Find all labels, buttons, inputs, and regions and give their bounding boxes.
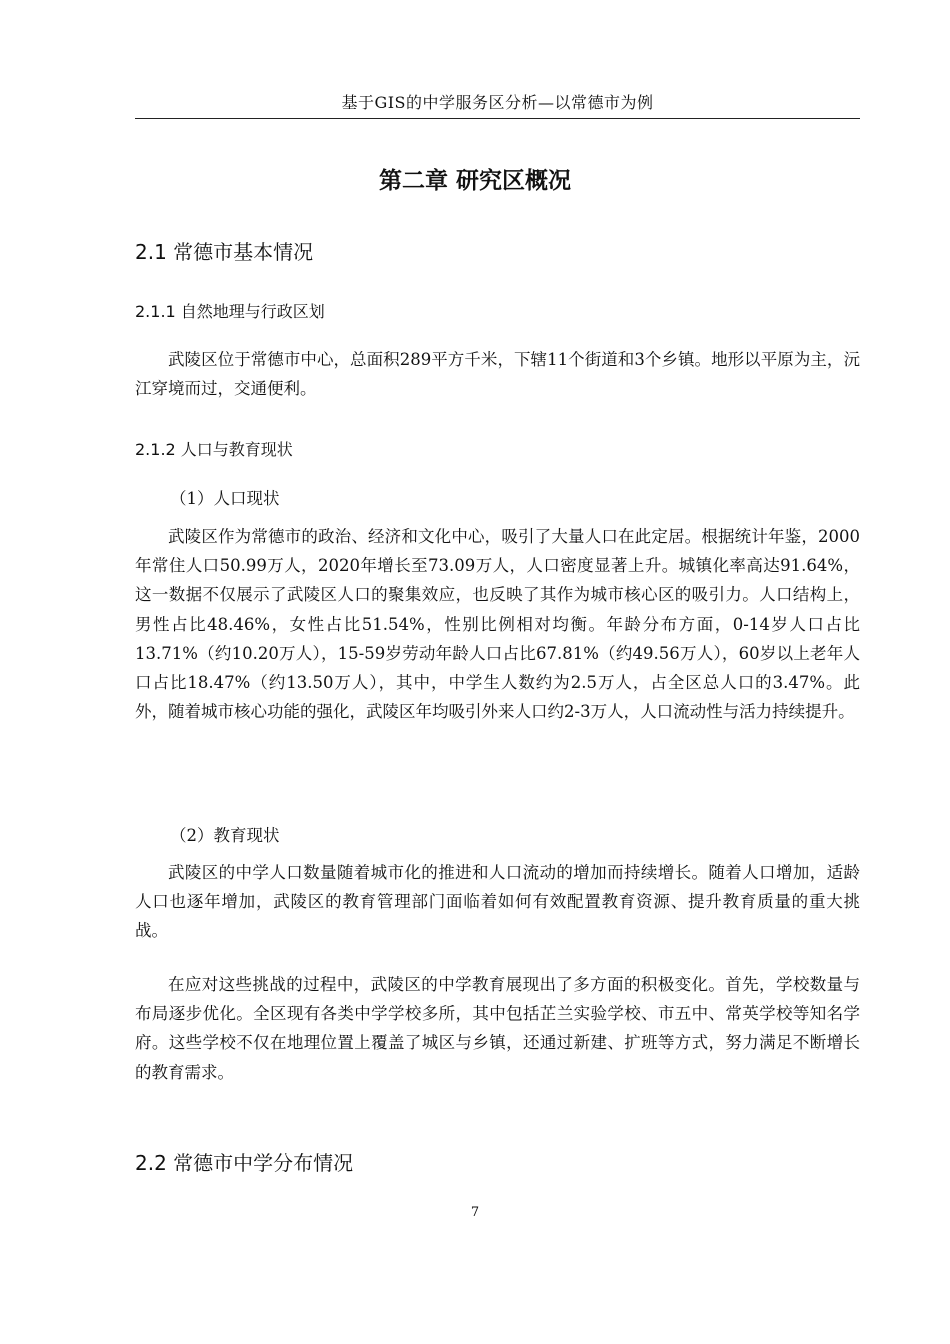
paragraph-population: 武陵区作为常德市的政治、经济和文化中心，吸引了大量人口在此定居。根据统计年鉴，2000年常住人口50.99万人，2020年增长至73.09万人，人口密度显著上升。城镇化率高达91.64%，这一数据不仅展示了武陵区人口的聚集效应，也反映了其作为城市核心区的吸引力。人口结构上，男性占比48.46%，女性占比51.54%，性别比例相对均衡。年龄分布方面，0-14岁人口占比13.71%（约10.20万人），15-59岁劳动年龄人口占比67.81%（约49.56万人），60岁以上老年人口占比18.47%（约13.50万人），其中，中学生人数约为2.5万人，占全区总人口的3.47%。此外，随着城市核心功能的强化，武陵区年均吸引外来人口约2-3万人，人口流动性与活力持续提升。 <box>135 527 860 722</box>
subheading-population: （1）人口现状 <box>170 489 280 508</box>
chapter-title: 第二章 研究区概况 <box>378 168 571 194</box>
section-heading-2-1-1: 2.1.1 自然地理与行政区划 <box>135 302 325 321</box>
running-header: 基于GIS的中学服务区分析—以常德市为例 <box>135 88 860 119</box>
page-number: 7 <box>470 1205 480 1220</box>
paragraph-education-2: 在应对这些挑战的过程中，武陵区的中学教育展现出了多方面的积极变化。首先，学校数量与布局逐步优化。全区现有各类中学学校多所，其中包括芷兰实验学校、市五中、常英学校等知名学府。这些学校不仅在地理位置上覆盖了城区与乡镇，还通过新建、扩班等方式，努力满足不断增长的教育需求。 <box>135 975 860 1082</box>
subheading-education: （2）教育现状 <box>170 826 280 845</box>
paragraph-education-1: 武陵区的中学人口数量随着城市化的推进和人口流动的增加而持续增长。随着人口增加，适龄人口也逐年增加，武陵区的教育管理部门面临着如何有效配置教育资源、提升教育质量的重大挑战。 <box>135 863 860 941</box>
section-heading-2-1-2: 2.1.2 人口与教育现状 <box>135 440 293 459</box>
section-heading-2-1: 2.1 常德市基本情况 <box>135 240 314 264</box>
paragraph-geography: 武陵区位于常德市中心，总面积289平方千米，下辖11个街道和3个乡镇。地形以平原为主，沅江穿境而过，交通便利。 <box>135 350 860 399</box>
section-heading-2-2: 2.2 常德市中学分布情况 <box>135 1151 354 1175</box>
